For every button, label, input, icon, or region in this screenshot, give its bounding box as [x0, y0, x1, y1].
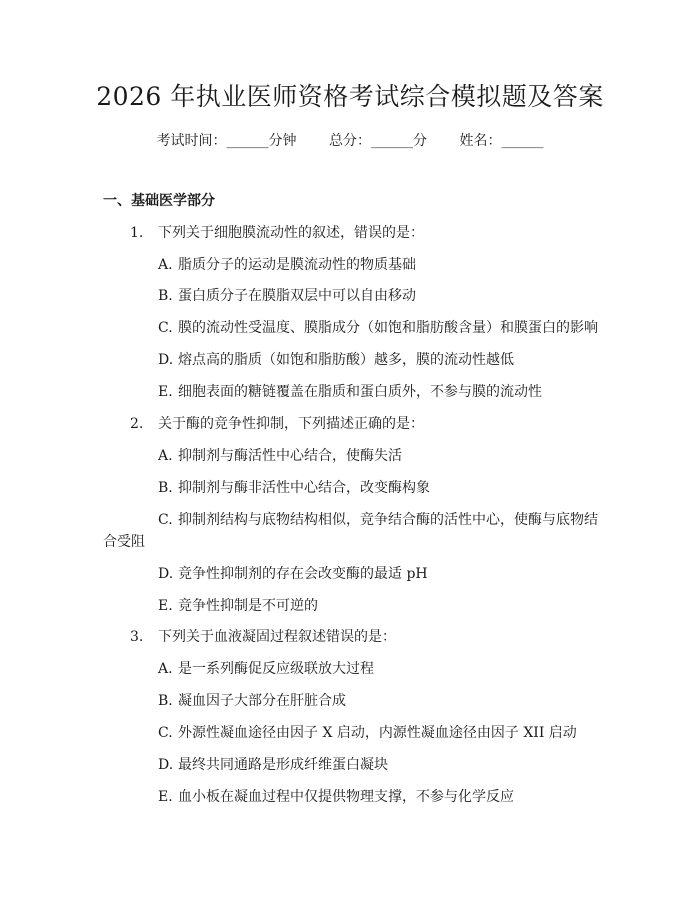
question-text: 下列关于血液凝固过程叙述错误的是： [158, 629, 396, 645]
exam-time-field: 考试时间：______分钟 [156, 133, 297, 149]
option-text: 膜的流动性受温度、膜脂成分（如饱和脂肪酸含量）和膜蛋白的影响 [178, 320, 598, 336]
option-2e [158, 596, 318, 616]
option-1e [158, 382, 542, 402]
option-2a [158, 446, 402, 466]
question-3 [130, 627, 396, 647]
option-letter: C. [158, 320, 173, 336]
page-title: 2026 年执业医师资格考试综合模拟题及答案 [96, 82, 604, 111]
option-text: 凝血因子大部分在肝脏合成 [178, 693, 346, 709]
option-1b [158, 286, 416, 306]
option-letter: A. [158, 661, 173, 677]
option-letter: A. [158, 257, 173, 273]
option-text: 抑制剂与酶活性中心结合，使酶失活 [178, 448, 402, 464]
question-1 [130, 223, 424, 243]
option-letter: D. [158, 757, 174, 773]
option-letter: E. [158, 598, 173, 614]
option-3b [158, 691, 346, 711]
option-letter: E. [158, 384, 173, 400]
option-3c [158, 723, 577, 743]
option-text: 熔点高的脂质（如饱和脂肪酸）越多，膜的流动性越低 [178, 352, 514, 368]
option-letter: B. [158, 693, 173, 709]
option-2c [158, 510, 598, 530]
option-letter: D. [158, 352, 174, 368]
option-letter: E. [158, 789, 173, 805]
option-text: 竞争性抑制剂的存在会改变酶的最适 pH [178, 566, 428, 582]
option-3e [158, 787, 514, 807]
option-1a [158, 255, 416, 275]
question-number: 3. [130, 629, 144, 645]
question-number: 1. [130, 225, 144, 241]
name-field: 姓名：______ [459, 133, 544, 149]
option-letter: D. [158, 566, 174, 582]
option-letter: C. [158, 725, 173, 741]
option-text: 抑制剂结构与底物结构相似，竞争结合酶的活性中心，使酶与底物结 [178, 512, 598, 528]
question-number: 2. [130, 416, 144, 432]
option-letter: C. [158, 512, 173, 528]
question-text: 关于酶的竞争性抑制，下列描述正确的是： [158, 416, 424, 432]
total-score-field: 总分：______分 [329, 133, 427, 149]
option-letter: A. [158, 448, 173, 464]
option-text: 最终共同通路是形成纤维蛋白凝块 [178, 757, 388, 773]
option-letter: B. [158, 288, 173, 304]
question-2 [130, 414, 424, 434]
option-text: 竞争性抑制是不可逆的 [178, 598, 318, 614]
option-text: 脂质分子的运动是膜流动性的物质基础 [178, 257, 416, 273]
option-text: 血小板在凝血过程中仅提供物理支撑，不参与化学反应 [178, 789, 514, 805]
question-text: 下列关于细胞膜流动性的叙述，错误的是： [158, 225, 424, 241]
option-text: 蛋白质分子在膜脂双层中可以自由移动 [178, 288, 416, 304]
option-text: 抑制剂与酶非活性中心结合，改变酶构象 [178, 480, 430, 496]
option-letter: B. [158, 480, 173, 496]
option-2b [158, 478, 430, 498]
option-2d [158, 564, 428, 584]
option-text: 外源性凝血途径由因子 X 启动，内源性凝血途径由因子 XII 启动 [178, 725, 577, 741]
option-1d [158, 350, 514, 370]
section-heading: 一、基础医学部分 [103, 193, 215, 209]
option-3d [158, 755, 388, 775]
option-2c-continuation: 合受阻 [103, 534, 145, 550]
option-text: 细胞表面的糖链覆盖在脂质和蛋白质外，不参与膜的流动性 [178, 384, 542, 400]
option-3a [158, 659, 374, 679]
option-text: 是一系列酶促反应级联放大过程 [178, 661, 374, 677]
option-1c [158, 318, 598, 338]
exam-meta-line [0, 131, 700, 151]
